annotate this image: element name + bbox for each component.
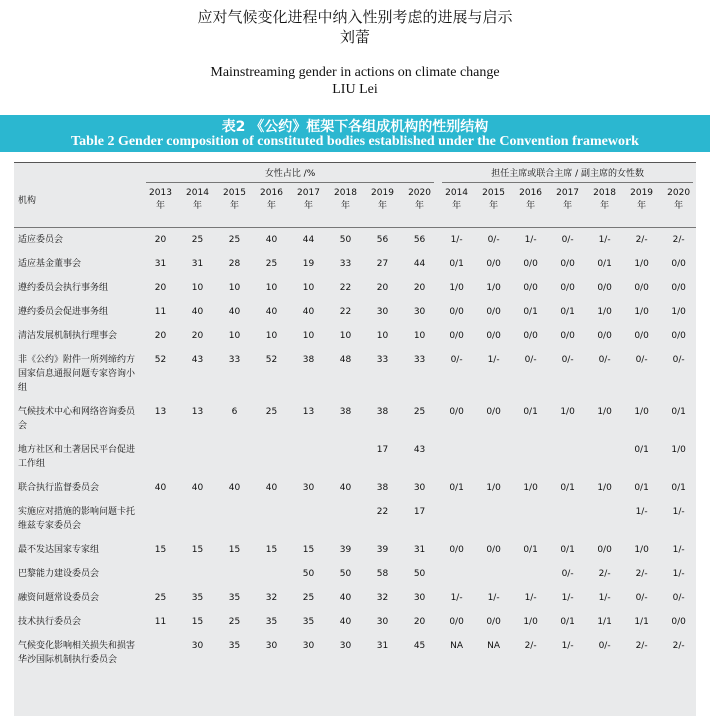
year-header-chair-2015: 2015 年 <box>482 188 506 211</box>
chair-cell: 0/0 <box>486 331 501 341</box>
chair-cell: 0/0 <box>523 259 538 269</box>
table-row <box>14 276 696 300</box>
share-cell: 38 <box>376 483 389 493</box>
chair-cell: 1/0 <box>634 545 649 555</box>
share-cell: 10 <box>302 331 315 341</box>
body-name-cell: 清洁发展机制执行理事会 <box>18 331 118 341</box>
share-cell: 32 <box>265 593 278 603</box>
chair-cell: 1/- <box>487 355 500 365</box>
author-en: LIU Lei <box>332 82 378 97</box>
chair-cell: 1/0 <box>634 259 649 269</box>
group-header-chair-count: 担任主席或联合主席 / 副主席的女性数 <box>438 163 696 185</box>
share-cell: 39 <box>339 545 352 555</box>
chair-cell: 2/- <box>635 569 648 579</box>
chair-cell: 0/0 <box>486 617 501 627</box>
chair-cell: 0/1 <box>449 259 464 269</box>
share-cell: 10 <box>265 283 278 293</box>
share-cell: 40 <box>265 483 278 493</box>
chair-cell <box>438 438 475 476</box>
chair-cell: 0/0 <box>523 331 538 341</box>
table-row <box>14 324 696 348</box>
share-cell: 38 <box>376 407 389 417</box>
share-cell: 50 <box>413 569 426 579</box>
share-cell: 30 <box>413 593 426 603</box>
share-cell <box>142 634 179 672</box>
share-cell: 33 <box>228 355 241 365</box>
table-row <box>14 300 696 324</box>
share-cell: 25 <box>265 259 278 269</box>
share-cell: 30 <box>302 483 315 493</box>
body-name-cell: 实施应对措施的影响问题卡托维兹专家委员会 <box>18 507 136 531</box>
share-cell: 25 <box>413 407 426 417</box>
chair-cell: 0/0 <box>671 259 686 269</box>
chair-cell: 1/- <box>635 507 648 517</box>
chair-cell <box>549 500 586 538</box>
table-row <box>14 228 696 253</box>
body-name-cell: 遵约委员会执行事务组 <box>18 283 109 293</box>
share-cell <box>179 500 216 538</box>
year-header-chair-2018: 2018 年 <box>593 188 617 211</box>
chair-cell: 0/0 <box>671 331 686 341</box>
chair-cell: 1/0 <box>486 483 501 493</box>
share-cell: 38 <box>339 407 352 417</box>
share-cell: 35 <box>302 617 315 627</box>
share-cell: 22 <box>339 307 352 317</box>
share-cell: 30 <box>376 307 389 317</box>
chair-cell: 0/0 <box>486 259 501 269</box>
table-row <box>14 476 696 500</box>
chair-cell <box>586 500 623 538</box>
chair-cell: 1/0 <box>671 445 686 455</box>
share-cell: 20 <box>154 331 167 341</box>
chair-cell: 1/0 <box>597 407 612 417</box>
table-row <box>14 500 696 538</box>
share-cell <box>142 438 179 476</box>
share-cell <box>253 438 290 476</box>
year-header-share-2015: 2015 年 <box>223 188 246 211</box>
share-cell: 20 <box>413 283 426 293</box>
share-cell: 58 <box>376 569 389 579</box>
share-cell: 32 <box>376 593 389 603</box>
share-cell <box>142 562 179 586</box>
share-cell: 10 <box>339 331 352 341</box>
share-cell: 25 <box>228 235 241 245</box>
chair-cell: 0/1 <box>671 483 686 493</box>
chair-cell: 0/1 <box>634 445 649 455</box>
body-name-cell: 地方社区和土著居民平台促进工作组 <box>18 445 136 469</box>
share-cell: 48 <box>339 355 352 365</box>
share-cell: 40 <box>339 593 352 603</box>
share-cell: 56 <box>376 235 389 245</box>
article-title-zh: 应对气候变化进程中纳入性别考虑的进展与启示 <box>197 8 513 26</box>
chair-cell: 0/- <box>561 235 574 245</box>
share-cell: 30 <box>265 641 278 651</box>
share-cell <box>142 500 179 538</box>
body-name-cell: 适应委员会 <box>18 235 64 245</box>
share-cell: 35 <box>265 617 278 627</box>
chair-cell: 2/- <box>635 235 648 245</box>
share-cell: 52 <box>154 355 167 365</box>
chair-cell: 1/0 <box>597 483 612 493</box>
chair-cell: 1/- <box>598 235 611 245</box>
gender-composition-table <box>14 163 696 672</box>
share-cell: 56 <box>413 235 426 245</box>
chair-cell: 1/0 <box>634 307 649 317</box>
chair-cell: 0/1 <box>523 407 538 417</box>
chair-cell: 1/- <box>561 641 574 651</box>
chair-cell: 0/0 <box>671 283 686 293</box>
share-cell: 40 <box>228 307 241 317</box>
table-caption-en: Table 2 Gender composition of constituted bodies established under the Convention framework <box>71 134 639 149</box>
chair-cell: 1/1 <box>597 617 612 627</box>
chair-cell: 0/- <box>672 355 685 365</box>
share-cell: 11 <box>154 307 167 317</box>
share-cell <box>179 438 216 476</box>
chair-cell <box>549 438 586 476</box>
chair-cell: 0/- <box>598 641 611 651</box>
body-name-cell: 遵约委员会促进事务组 <box>18 307 109 317</box>
share-cell: 17 <box>376 445 389 455</box>
chair-cell: 1/- <box>672 569 685 579</box>
chair-cell: 1/- <box>561 593 574 603</box>
share-cell: 39 <box>376 545 389 555</box>
share-cell: 27 <box>376 259 389 269</box>
table-caption-zh: 表2 《公约》框架下各组成机构的性别结构 <box>221 119 489 135</box>
chair-cell <box>512 562 549 586</box>
chair-cell: 0/0 <box>560 331 575 341</box>
chair-cell: 0/0 <box>634 331 649 341</box>
table-caption-banner <box>0 115 710 152</box>
share-cell: 31 <box>376 641 389 651</box>
body-name-cell: 气候变化影响相关损失和损害华沙国际机制执行委员会 <box>18 641 136 665</box>
share-cell: 30 <box>413 307 426 317</box>
chair-cell <box>586 438 623 476</box>
body-name-cell: 联合执行监督委员会 <box>18 483 100 493</box>
table-row <box>14 586 696 610</box>
share-cell: 6 <box>231 407 238 417</box>
table-row <box>14 562 696 586</box>
share-cell: 20 <box>154 283 167 293</box>
chair-cell <box>438 500 475 538</box>
table-row <box>14 438 696 476</box>
chair-cell: 0/0 <box>449 545 464 555</box>
chair-cell: 2/- <box>598 569 611 579</box>
share-cell: 25 <box>265 407 278 417</box>
chair-cell: NA <box>450 641 464 651</box>
chair-cell: 1/0 <box>449 283 464 293</box>
table-row <box>14 538 696 562</box>
table-row <box>14 634 696 672</box>
share-cell: 40 <box>339 617 352 627</box>
share-cell: 10 <box>413 331 426 341</box>
share-cell: 35 <box>228 593 241 603</box>
share-cell <box>179 562 216 586</box>
article-title-en: Mainstreaming gender in actions on climate change <box>210 65 500 80</box>
chair-cell: 1/0 <box>597 307 612 317</box>
chair-cell: 1/- <box>524 235 537 245</box>
year-header-share-2014: 2014 年 <box>186 188 209 211</box>
share-cell: 38 <box>302 355 315 365</box>
share-cell: 10 <box>302 283 315 293</box>
chair-cell: 0/1 <box>560 545 575 555</box>
share-cell: 20 <box>413 617 426 627</box>
chair-cell: 1/- <box>450 235 463 245</box>
share-cell: 40 <box>265 235 278 245</box>
share-cell: 30 <box>376 617 389 627</box>
chair-cell: 0/0 <box>449 307 464 317</box>
chair-cell: 0/1 <box>560 307 575 317</box>
share-cell <box>216 562 253 586</box>
chair-cell: 0/1 <box>523 307 538 317</box>
chair-cell <box>512 438 549 476</box>
chair-cell: 0/0 <box>449 617 464 627</box>
share-cell: 50 <box>339 569 352 579</box>
chair-cell: 0/0 <box>449 407 464 417</box>
share-cell: 15 <box>191 617 204 627</box>
share-cell <box>290 500 327 538</box>
chair-cell: 0/1 <box>523 545 538 555</box>
chair-cell: 0/- <box>450 355 463 365</box>
share-cell: 15 <box>302 545 315 555</box>
chair-cell: 1/0 <box>634 407 649 417</box>
chair-cell: 1/1 <box>634 617 649 627</box>
table-row <box>14 400 696 438</box>
share-cell: 15 <box>154 545 167 555</box>
share-cell: 31 <box>413 545 426 555</box>
share-cell: 17 <box>413 507 426 517</box>
share-cell: 10 <box>228 283 241 293</box>
chair-cell <box>475 562 512 586</box>
share-cell <box>216 500 253 538</box>
body-name-cell: 非《公约》附件一所列缔约方国家信息通报问题专家咨询小组 <box>18 355 136 393</box>
share-cell: 20 <box>154 235 167 245</box>
year-header-chair-2017: 2017 年 <box>556 188 580 211</box>
share-cell: 40 <box>154 483 167 493</box>
chair-cell: 2/- <box>672 235 685 245</box>
share-cell: 44 <box>302 235 315 245</box>
chair-cell: 1/0 <box>523 617 538 627</box>
share-cell: 50 <box>302 569 315 579</box>
chair-cell: 0/0 <box>560 283 575 293</box>
share-cell: 20 <box>376 283 389 293</box>
chair-cell: 1/0 <box>523 483 538 493</box>
share-cell: 19 <box>302 259 315 269</box>
chair-cell <box>475 438 512 476</box>
share-cell: 11 <box>154 617 167 627</box>
chair-cell: 2/- <box>672 641 685 651</box>
share-cell: 10 <box>376 331 389 341</box>
chair-cell: 1/0 <box>671 307 686 317</box>
share-cell: 25 <box>302 593 315 603</box>
share-cell: 10 <box>191 283 204 293</box>
share-cell: 13 <box>154 407 167 417</box>
share-cell: 31 <box>154 259 167 269</box>
share-cell: 44 <box>413 259 426 269</box>
year-header-share-2019: 2019 年 <box>371 188 394 211</box>
chair-cell: 0/0 <box>486 545 501 555</box>
chair-cell: 1/- <box>672 545 685 555</box>
share-cell <box>327 438 364 476</box>
chair-cell: 0/- <box>487 235 500 245</box>
share-cell: 30 <box>339 641 352 651</box>
chair-cell: 0/0 <box>634 283 649 293</box>
share-cell: 15 <box>265 545 278 555</box>
chair-cell: 0/0 <box>597 545 612 555</box>
year-header-share-2017: 2017 年 <box>297 188 320 211</box>
chair-cell: 0/0 <box>486 307 501 317</box>
chair-cell: NA <box>487 641 501 651</box>
chair-cell: 1/- <box>524 593 537 603</box>
chair-cell: 1/0 <box>486 283 501 293</box>
share-cell: 25 <box>154 593 167 603</box>
chair-cell: 0/1 <box>449 483 464 493</box>
year-header-chair-2020: 2020 年 <box>667 188 691 211</box>
body-name-cell: 适应基金董事会 <box>18 259 82 269</box>
share-cell: 28 <box>228 259 241 269</box>
share-cell: 35 <box>191 593 204 603</box>
chair-cell: 0/0 <box>671 617 686 627</box>
share-cell: 40 <box>228 483 241 493</box>
share-cell: 45 <box>413 641 426 651</box>
share-cell: 43 <box>413 445 426 455</box>
chair-cell: 0/0 <box>560 259 575 269</box>
chair-cell: 1/- <box>450 593 463 603</box>
chair-cell: 1/- <box>487 593 500 603</box>
chair-cell <box>512 500 549 538</box>
year-header-share-2020: 2020 年 <box>408 188 431 211</box>
share-cell: 33 <box>413 355 426 365</box>
chair-cell: 0/0 <box>486 407 501 417</box>
year-header-share-2016: 2016 年 <box>260 188 283 211</box>
table-row <box>14 252 696 276</box>
chair-cell: 0/- <box>561 355 574 365</box>
chair-cell: 0/1 <box>597 259 612 269</box>
data-table-container <box>14 162 696 716</box>
year-header-chair-2016: 2016 年 <box>519 188 543 211</box>
chair-cell: 0/- <box>635 355 648 365</box>
chair-cell <box>438 562 475 586</box>
share-cell: 15 <box>228 545 241 555</box>
share-cell <box>253 500 290 538</box>
share-cell: 25 <box>228 617 241 627</box>
share-cell: 40 <box>191 307 204 317</box>
chair-cell: 0/- <box>598 355 611 365</box>
column-header-body: 机构 <box>18 196 37 206</box>
share-cell: 30 <box>191 641 204 651</box>
year-header-chair-2014: 2014 年 <box>445 188 469 211</box>
share-cell: 52 <box>265 355 278 365</box>
share-cell <box>216 438 253 476</box>
share-cell <box>253 562 290 586</box>
share-cell: 10 <box>265 331 278 341</box>
share-cell: 13 <box>191 407 204 417</box>
share-cell: 50 <box>339 235 352 245</box>
share-cell: 31 <box>191 259 204 269</box>
chair-cell: 0/0 <box>597 331 612 341</box>
body-name-cell: 气候技术中心和网络咨询委员会 <box>18 407 136 431</box>
body-name-cell: 融资问题常设委员会 <box>18 593 100 603</box>
share-cell: 40 <box>302 307 315 317</box>
share-cell: 25 <box>191 235 204 245</box>
year-header-chair-2019: 2019 年 <box>630 188 654 211</box>
share-cell: 22 <box>339 283 352 293</box>
chair-cell: 0/- <box>561 569 574 579</box>
share-cell: 35 <box>228 641 241 651</box>
chair-cell: 1/- <box>672 507 685 517</box>
share-cell: 20 <box>191 331 204 341</box>
header-spacer <box>14 163 142 185</box>
chair-cell: 0/0 <box>449 331 464 341</box>
chair-cell: 0/1 <box>671 407 686 417</box>
table-row <box>14 348 696 400</box>
body-name-cell: 技术执行委员会 <box>18 617 82 627</box>
share-cell <box>290 438 327 476</box>
chair-cell <box>475 500 512 538</box>
share-cell: 10 <box>228 331 241 341</box>
chair-cell: 2/- <box>635 641 648 651</box>
chair-cell: 0/0 <box>523 283 538 293</box>
share-cell: 30 <box>413 483 426 493</box>
chair-cell: 1/- <box>598 593 611 603</box>
body-name-cell: 巴黎能力建设委员会 <box>18 569 100 579</box>
chair-cell: 0/1 <box>560 483 575 493</box>
table-row <box>14 610 696 634</box>
chair-cell: 0/0 <box>597 283 612 293</box>
share-cell: 33 <box>339 259 352 269</box>
chair-cell: 0/1 <box>634 483 649 493</box>
share-cell: 13 <box>302 407 315 417</box>
body-name-cell: 最不发达国家专家组 <box>18 545 100 555</box>
share-cell: 40 <box>265 307 278 317</box>
chair-cell: 0/- <box>524 355 537 365</box>
share-cell: 15 <box>191 545 204 555</box>
share-cell: 33 <box>376 355 389 365</box>
author-zh: 刘蕾 <box>339 28 370 46</box>
chair-cell: 0/- <box>672 593 685 603</box>
year-header-share-2018: 2018 年 <box>334 188 357 211</box>
group-header-female-share: 女性占比 /% <box>142 163 438 185</box>
chair-cell: 1/0 <box>560 407 575 417</box>
share-cell: 30 <box>302 641 315 651</box>
year-header-share-2013: 2013 年 <box>149 188 172 211</box>
chair-cell: 2/- <box>524 641 537 651</box>
chair-cell: 0/- <box>635 593 648 603</box>
share-cell: 22 <box>376 507 389 517</box>
chair-cell: 0/1 <box>560 617 575 627</box>
share-cell: 40 <box>191 483 204 493</box>
share-cell <box>327 500 364 538</box>
share-cell: 40 <box>339 483 352 493</box>
share-cell: 43 <box>191 355 204 365</box>
